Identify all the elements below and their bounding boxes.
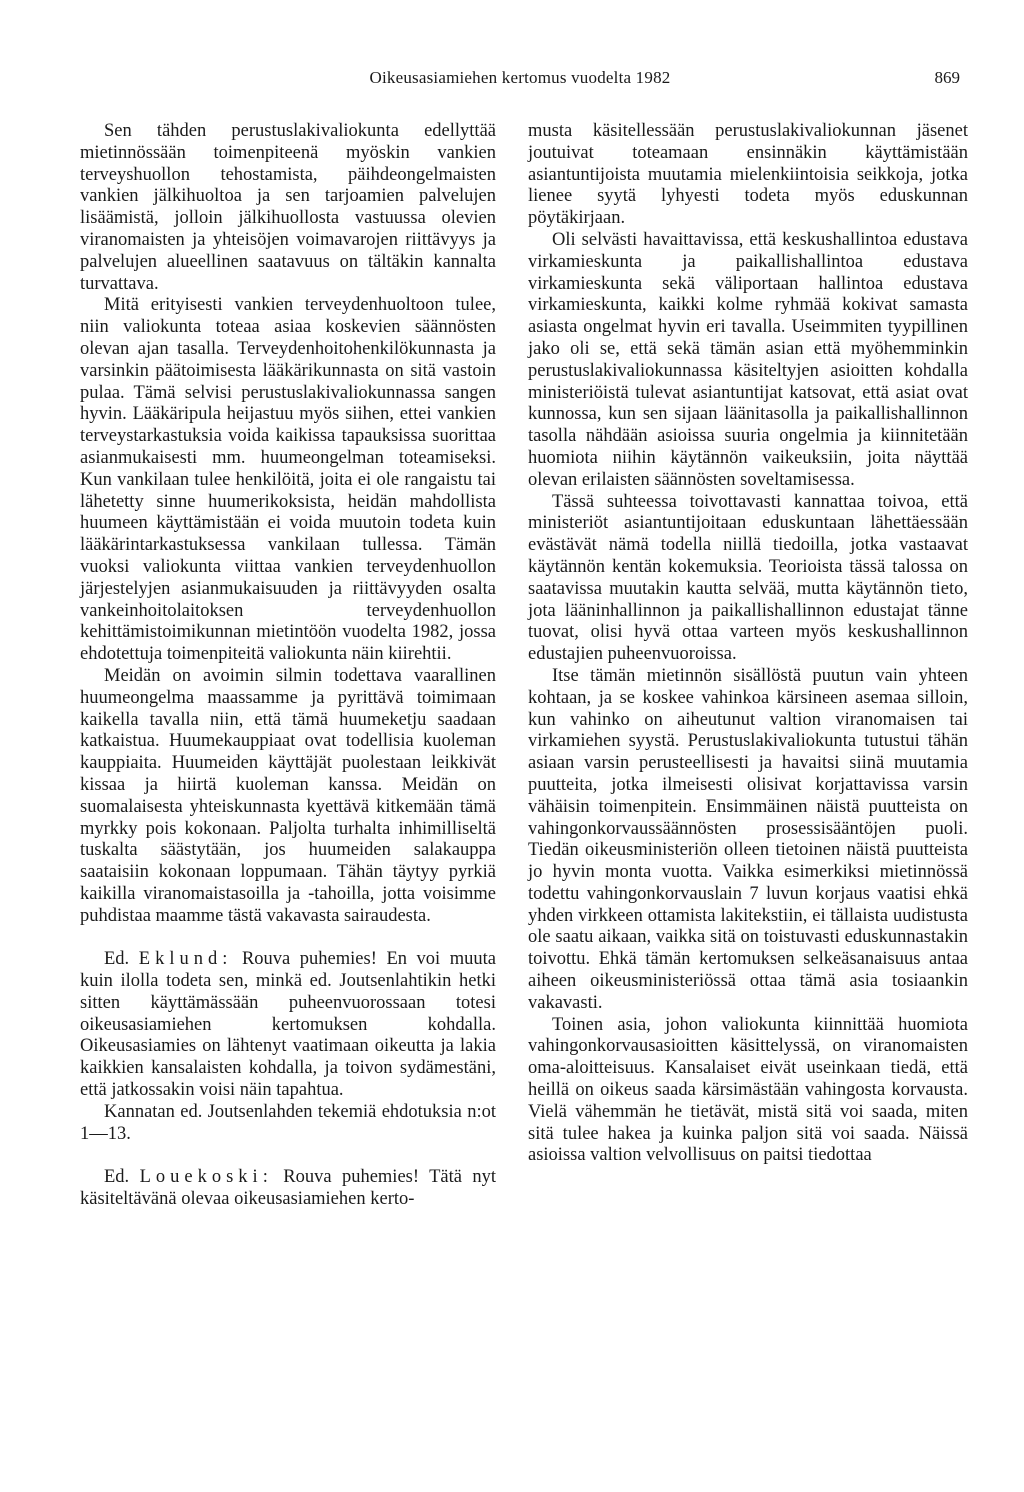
speech-prefix: Ed.	[104, 949, 130, 970]
paragraph: musta käsitellessään perustuslakivaliokunnan jäsenet joutuivat toteamaan ensinnäkin käyttämistään asiantuntijoista muutamia mielenkiintoisia seikkoja, jotka lienee syytä lyhyesti todeta myös eduskunnan pöytäkirjaan.	[528, 121, 968, 229]
right-column	[528, 121, 968, 1167]
speech-text: Rouva puhemies! En voi muuta kuin ilolla todeta sen, minkä ed. Joutsenlahtikin hetki sitten käyttämässään puheenvuorossaan totesi oikeusasiamiehen kertomuksen kohdalla. Oikeusasiamies on lähtenyt vaatimaan oikeutta ja lakia kaikkien kansalaisten kohdalla, ja toivon sydämestäni, että jatkossakin voisi näin tapahtua.	[80, 949, 497, 1101]
speaker-name: Louekoski:	[139, 1167, 273, 1188]
speech-louekoski	[80, 1167, 496, 1211]
paragraph: Itse tämän mietinnön sisällöstä puutun vain yhteen kohtaan, ja se koskee vahinkoa kärsineen asemaa silloin, kun vahinko on aiheutunut valtion viranomaisen tai virkamiehen syystä. Perustuslakivaliokunta tutustui tähän asiaan varsin perusteellisesti ja havaitsi siinä muutamia puutteita, jotka ilmeisesti olisivat korjattavissa varsin vähäisin toimenpitein. Ensimmäinen näistä puutteista on vahingonkorvaussäännösten prosessisääntöjen puoli. Tiedän oikeusministeriön olleen tietoinen näistä puutteista jo hyvin monta vuotta. Vaikka esimerkiksi mietinnössä todettu vahingonkorvauslain 7 luvun korjaus vaatisi ehkä yhden virkkeen ottamista lakitekstiin, ei tällaista uudistusta ole saatu aikaan, vaikka sitä on toistuvasti eduskunnastakin toivottu. Ehkä tämän kertomuksen selkeäsanaisuus antaa aiheen oikeusministeriössä ottaa tämä asia tosiaankin vakavasti.	[528, 665, 968, 1013]
page-header	[80, 68, 960, 98]
paragraph: Oli selvästi havaittavissa, että keskushallintoa edustava virkamieskunta ja paikallishallintoa edustava virkamieskunta sekä väliportaan hallintoa edustava virkamieskunta, kaikki kolme ryhmää kokivat samasta asiasta ongelmat hyvin eri tavalla. Useimmiten tyypillinen jako oli se, että sekä tämän asian että myöhemminkin perustuslakivaliokunnassa käsiteltyjen asioitten kohdalla ministeriöistä tulevat asiantuntijat katsovat, että asiat ovat kunnossa, kun sen sijaan läänitasolla ja paikallishallinnon tasolla nähdään asioissa suuria ongelmia ja kiinnitetään huomiota niihin käytännön vaikeuksiin, joita näyttää olevan erilaisten säännösten soveltamisessa.	[528, 229, 968, 490]
paragraph: Mitä erityisesti vankien terveydenhuoltoon tulee, niin valiokunta toteaa asiaa koskevien säännösten olevan ajan tasalla. Terveydenhoitohenkilökunnasta ja varsinkin päätoimisesta lääkärikunnasta on sitä vastoin pulaa. Tämä selvisi perustuslakivaliokunnassa sangen hyvin. Lääkäripula heijastuu myös siihen, ettei vankien terveystarkastuksia voida kaikissa tapauksissa suorittaa asianmukaisesti mm. huumeongelman toteamiseksi. Kun vankilaan tulee henkilöitä, joita ei ole rangaistu tai lähetetty sinne huumerikoksista, heidän mahdollista huumeen käyttämistään ei voida muutoin todeta kuin lääkärintarkastuksessa vankilaan tullessa. Tämän vuoksi valiokunta viittaa vankien terveydenhuollon järjestelyjen asianmukaisuuden ja riittävyyden osalta vankeinhoitolaitoksen terveydenhuollon kehittämistoimikunnan mietintöön vuodelta 1982, jossa ehdotettuja toimenpiteitä valiokunta näin kiirehtii.	[80, 295, 496, 665]
speaker-name: Eklund:	[138, 949, 233, 970]
speech-prefix: Ed.	[104, 1167, 130, 1188]
paragraph: Meidän on avoimin silmin todettava vaarallinen huumeongelma maassamme ja pyrittävä toimimaan kaikella tavalla niin, että tämä huumeketju saadaan katkaistua. Huumekauppiaat ovat todellisia kuoleman kauppiaita. Huumeiden käyttäjät puolestaan leikkivät kissaa ja hiirtä kuoleman kanssa. Meidän on suomalaisesta yhteiskunnasta kyettävä kitkemään tämä myrkky pois kokonaan. Paljolta turhalta inhimilliseltä tuskalta säästytään, jos huumeiden salakauppa saataisiin kokonaan loppumaan. Tähän täytyy pyrkiä kaikilla viranomaistasoilla ja -tahoilla, jotta voisimme puhdistaa maamme tästä vakavasta sairaudesta.	[80, 665, 496, 926]
left-column	[80, 121, 496, 1211]
page-number: 869	[934, 68, 960, 87]
paragraph: Sen tähden perustuslakivaliokunta edellyttää mietinnössään toimenpiteenä myöskin vankien terveyshuollon tehostamista, päihdeongelmaisten vankien jälkihuoltoa ja sen tarjoamien palvelujen lisäämistä, jolloin jälkihuollosta vastuussa olevien viranomaisten ja yhteisöjen voimavarojen riittävyys ja palvelujen alueellinen saatavuus on tältäkin kannalta turvattava.	[80, 121, 496, 294]
paragraph: Toinen asia, johon valiokunta kiinnittää huomiota vahingonkorvausasioitten käsittelyssä, on viranomaisten oma-aloitteisuus. Kansalaiset eivät useinkaan tiedä, että heillä on oikeus saada kärsimästään vahingosta korvausta. Vielä vähemmän he tietävät, mistä sitä voi saada, miten sitä tulee hakea ja kuinka paljon sitä voi saada. Näissä asioissa valtion velvollisuus on paitsi tiedottaa	[528, 1014, 968, 1166]
running-title: Oikeusasiamiehen kertomus vuodelta 1982	[369, 68, 671, 87]
paragraph: Kannatan ed. Joutsenlahden tekemiä ehdotuksia n:ot 1—13.	[80, 1101, 496, 1144]
speech-eklund	[80, 949, 496, 1102]
paragraph: Tässä suhteessa toivottavasti kannattaa toivoa, että ministeriöt asiantuntijoitaan eduskuntaan lähettäessään evästävät nämä todella niillä tiedoilla, jotka vastaavat käytännön kentän kokemuksia. Teorioista tässä talossa on saatavissa muutakin kautta selvää, mutta käytännön tieto, jota lääninhallinnon ja paikallishallinnon edustajat tänne tuovat, olisi hyvä ottaa varteen myös keskushallinnon edustajien puheenvuoroissa.	[528, 491, 968, 665]
speech-text: Rouva puhemies! Tätä nyt käsiteltävänä olevaa oikeusasiamiehen kerto-	[80, 1167, 496, 1210]
